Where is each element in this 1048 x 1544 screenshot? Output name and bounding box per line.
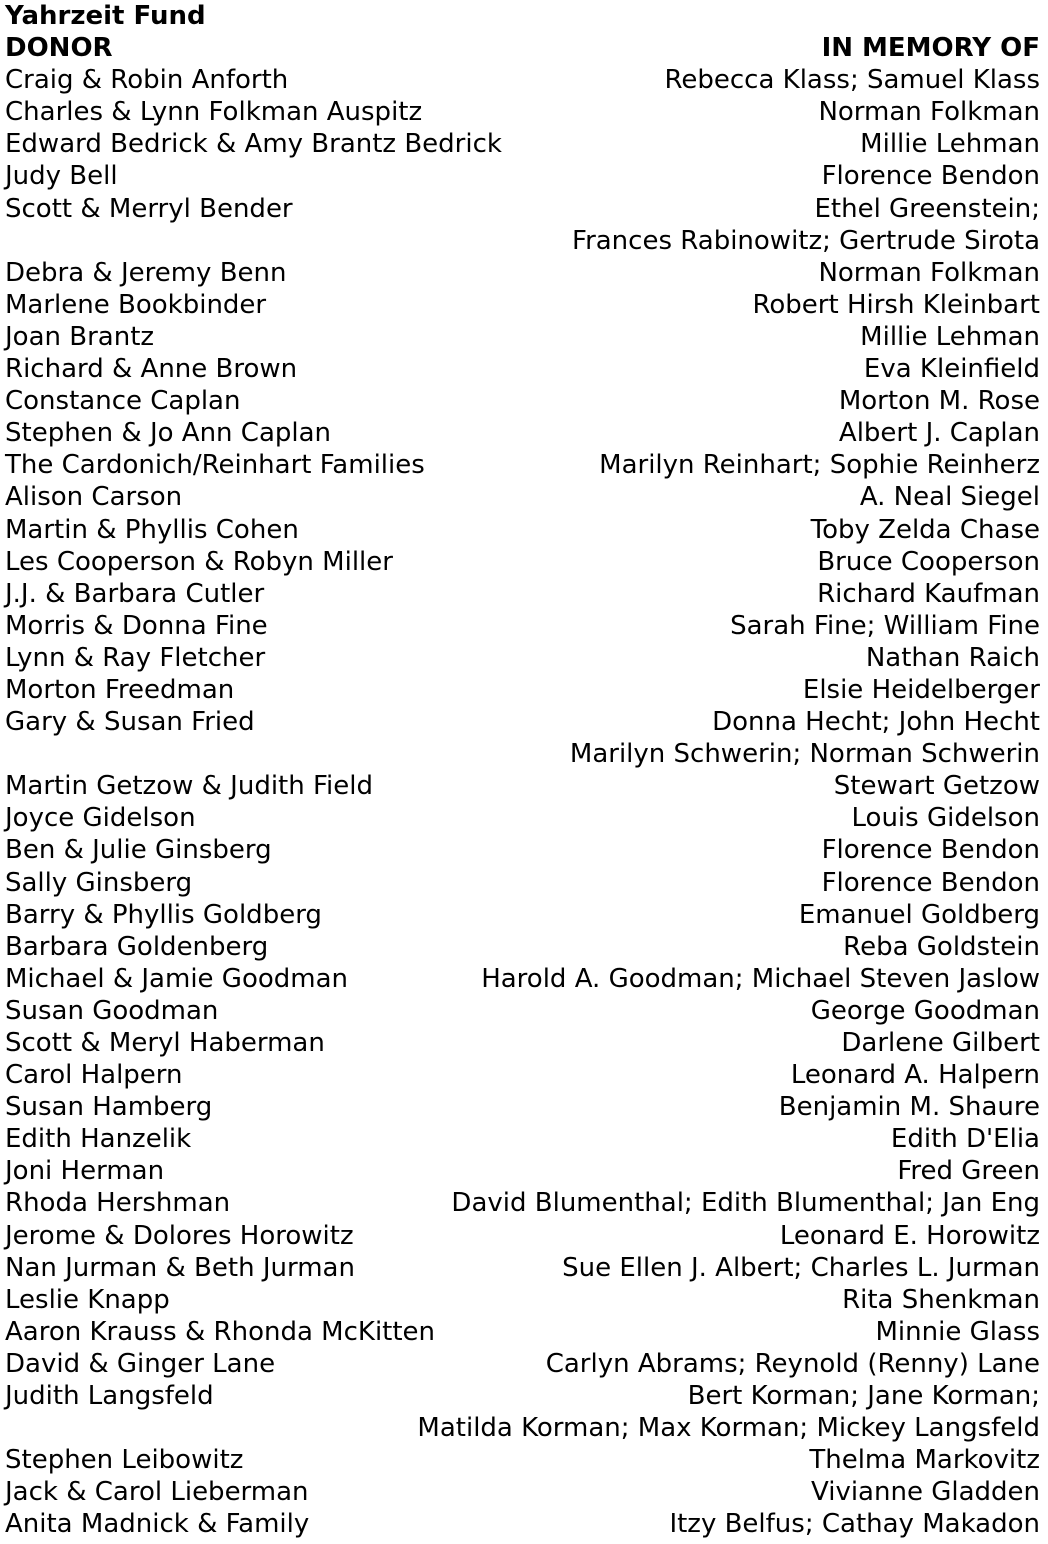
in-memory-of-name: Thelma Markovitz (809, 1445, 1040, 1476)
donor-name: Morris & Donna Fine (5, 610, 268, 641)
table-row (5, 931, 1040, 963)
donor-name: Carol Halpern (5, 1060, 183, 1091)
table-row (5, 1220, 1040, 1252)
table-row (5, 1412, 1040, 1444)
in-memory-of-name: Bruce Cooperson (817, 546, 1040, 577)
in-memory-of-name: Ethel Greenstein; (814, 193, 1040, 224)
table-row (5, 1444, 1040, 1476)
column-header-row (5, 32, 1040, 64)
in-memory-of-name: Marilyn Reinhart; Sophie Reinherz (599, 450, 1040, 481)
table-row (5, 417, 1040, 449)
table-row (5, 674, 1040, 706)
table-row (5, 225, 1040, 257)
table-row (5, 64, 1040, 96)
donor-name: Edith Hanzelik (5, 1124, 192, 1155)
table-row (5, 706, 1040, 738)
table-row (5, 289, 1040, 321)
table-row (5, 1123, 1040, 1155)
in-memory-of-name: Bert Korman; Jane Korman; (687, 1381, 1040, 1412)
in-memory-of-name: Sue Ellen J. Albert; Charles L. Jurman (562, 1252, 1040, 1283)
donor-list (5, 64, 1040, 1540)
table-row (5, 1508, 1040, 1540)
table-row (5, 834, 1040, 866)
in-memory-of-name: Fred Green (897, 1156, 1040, 1187)
in-memory-of-name: Florence Bendon (821, 835, 1040, 866)
table-row (5, 995, 1040, 1027)
in-memory-of-name: Minnie Glass (875, 1316, 1040, 1347)
table-row (5, 963, 1040, 995)
in-memory-of-column-header: IN MEMORY OF (821, 33, 1040, 64)
donor-name: Susan Goodman (5, 995, 219, 1026)
donor-name: Aaron Krauss & Rhonda McKitten (5, 1316, 436, 1347)
table-row (5, 353, 1040, 385)
donor-name: Scott & Meryl Haberman (5, 1028, 325, 1058)
donor-name: Ben & Julie Ginsberg (5, 835, 272, 866)
in-memory-of-name: Richard Kaufman (817, 578, 1040, 609)
donor-name: Scott & Merryl Bender (5, 193, 293, 224)
donor-name: Nan Jurman & Beth Jurman (5, 1252, 355, 1283)
in-memory-of-name: Carlyn Abrams; Reynold (Renny) Lane (545, 1348, 1040, 1379)
table-row (5, 321, 1040, 353)
in-memory-of-name: Harold A. Goodman; Michael Steven Jaslow (481, 963, 1040, 994)
donor-name: Anita Madnick & Family (5, 1509, 310, 1540)
table-row (5, 128, 1040, 160)
donor-name: The Cardonich/Reinhart Families (5, 450, 425, 481)
donor-name: Martin Getzow & Judith Field (5, 771, 373, 802)
table-row (5, 160, 1040, 192)
donor-column-header: DONOR (5, 33, 113, 64)
donor-name: Stephen & Jo Ann Caplan (5, 418, 332, 449)
in-memory-of-name: Frances Rabinowitz; Gertrude Sirota (572, 225, 1040, 256)
in-memory-of-name: Donna Hecht; John Hecht (712, 707, 1040, 738)
table-row (5, 96, 1040, 128)
donor-name: Constance Caplan (5, 386, 241, 417)
table-row (5, 642, 1040, 674)
in-memory-of-name: Vivianne Gladden (811, 1477, 1040, 1508)
in-memory-of-name: Florence Bendon (821, 867, 1040, 898)
in-memory-of-name: Leonard A. Halpern (790, 1060, 1040, 1091)
donor-name: Sally Ginsberg (5, 867, 193, 898)
donor-name: Stephen Leibowitz (5, 1445, 244, 1476)
in-memory-of-name: Marilyn Schwerin; Norman Schwerin (569, 739, 1040, 770)
in-memory-of-name: Florence Bendon (821, 161, 1040, 192)
donor-name: Alison Carson (5, 482, 183, 513)
table-row (5, 1316, 1040, 1348)
donor-name: Jack & Carol Lieberman (5, 1477, 309, 1508)
in-memory-of-name: Matilda Korman; Max Korman; Mickey Langsfeld (417, 1413, 1040, 1444)
in-memory-of-name: Albert J. Caplan (838, 418, 1040, 449)
in-memory-of-name: Darlene Gilbert (841, 1028, 1040, 1058)
donor-name: Marlene Bookbinder (5, 289, 267, 320)
in-memory-of-name: Nathan Raich (865, 642, 1040, 673)
table-row (5, 1059, 1040, 1091)
donor-name: Leslie Knapp (5, 1284, 170, 1315)
donor-name: Gary & Susan Fried (5, 707, 255, 738)
table-row (5, 1252, 1040, 1284)
donor-name: Susan Hamberg (5, 1092, 213, 1123)
table-row (5, 1091, 1040, 1123)
table-row (5, 899, 1040, 931)
table-row (5, 514, 1040, 546)
in-memory-of-name: A. Neal Siegel (859, 482, 1040, 513)
in-memory-of-name: George Goodman (810, 995, 1040, 1026)
donor-name: Richard & Anne Brown (5, 354, 298, 385)
in-memory-of-name: Stewart Getzow (833, 771, 1040, 802)
in-memory-of-name: Norman Folkman (818, 97, 1040, 128)
table-row (5, 1284, 1040, 1316)
in-memory-of-name: Morton M. Rose (838, 386, 1040, 417)
donor-name: Debra & Jeremy Benn (5, 257, 287, 288)
in-memory-of-name: Toby Zelda Chase (810, 514, 1040, 545)
in-memory-of-name: Emanuel Goldberg (798, 899, 1040, 930)
donor-name: Judy Bell (5, 161, 118, 192)
donor-name: Joyce Gidelson (5, 803, 196, 834)
donor-name: David & Ginger Lane (5, 1348, 276, 1379)
donor-name: Judith Langsfeld (5, 1381, 214, 1412)
table-row (5, 546, 1040, 578)
table-row (5, 802, 1040, 834)
donor-name: Jerome & Dolores Horowitz (5, 1220, 354, 1251)
in-memory-of-name: Millie Lehman (860, 321, 1040, 352)
donor-name: Lynn & Ray Fletcher (5, 642, 266, 673)
table-row (5, 257, 1040, 289)
fund-title: Yahrzeit Fund (5, 1, 206, 31)
table-row (5, 385, 1040, 417)
in-memory-of-name: Eva Kleinfield (863, 354, 1040, 385)
table-row (5, 193, 1040, 225)
table-row (5, 770, 1040, 802)
in-memory-of-name: Millie Lehman (860, 129, 1040, 160)
donor-name: J.J. & Barbara Cutler (5, 578, 265, 609)
donor-name: Rhoda Hershman (5, 1188, 231, 1219)
donor-name: Craig & Robin Anforth (5, 65, 289, 96)
donor-name: Charles & Lynn Folkman Auspitz (5, 97, 423, 128)
donor-name: Joan Brantz (5, 321, 155, 352)
table-row (5, 578, 1040, 610)
table-row (5, 449, 1040, 481)
in-memory-of-name: Reba Goldstein (843, 931, 1040, 962)
in-memory-of-name: Elsie Heidelberger (802, 674, 1040, 705)
table-row (5, 481, 1040, 513)
in-memory-of-name: Benjamin M. Shaure (778, 1092, 1040, 1123)
table-row (5, 738, 1040, 770)
table-row (5, 1155, 1040, 1187)
donor-name: Barry & Phyllis Goldberg (5, 899, 322, 930)
table-row (5, 867, 1040, 899)
donor-name: Les Cooperson & Robyn Miller (5, 546, 393, 577)
in-memory-of-name: Rita Shenkman (842, 1284, 1040, 1315)
in-memory-of-name: Louis Gidelson (851, 803, 1040, 834)
donor-name: Barbara Goldenberg (5, 931, 269, 962)
in-memory-of-name: Robert Hirsh Kleinbart (752, 289, 1040, 320)
table-row (5, 1476, 1040, 1508)
in-memory-of-name: Norman Folkman (818, 257, 1040, 288)
donor-name: Joni Herman (5, 1156, 165, 1187)
in-memory-of-name: Itzy Belfus; Cathay Makadon (669, 1509, 1040, 1540)
table-row (5, 1380, 1040, 1412)
donor-name: Morton Freedman (5, 674, 235, 705)
in-memory-of-name: Leonard E. Horowitz (779, 1220, 1040, 1251)
table-row (5, 1348, 1040, 1380)
in-memory-of-name: David Blumenthal; Edith Blumenthal; Jan Eng (451, 1188, 1040, 1219)
in-memory-of-name: Rebecca Klass; Samuel Klass (664, 65, 1040, 96)
donor-name: Michael & Jamie Goodman (5, 963, 349, 994)
table-row (5, 1187, 1040, 1219)
table-row (5, 1027, 1040, 1059)
donor-name: Martin & Phyllis Cohen (5, 514, 299, 545)
table-row (5, 610, 1040, 642)
in-memory-of-name: Sarah Fine; William Fine (730, 610, 1040, 641)
donor-name: Edward Bedrick & Amy Brantz Bedrick (5, 129, 502, 160)
in-memory-of-name: Edith D'Elia (890, 1124, 1040, 1155)
